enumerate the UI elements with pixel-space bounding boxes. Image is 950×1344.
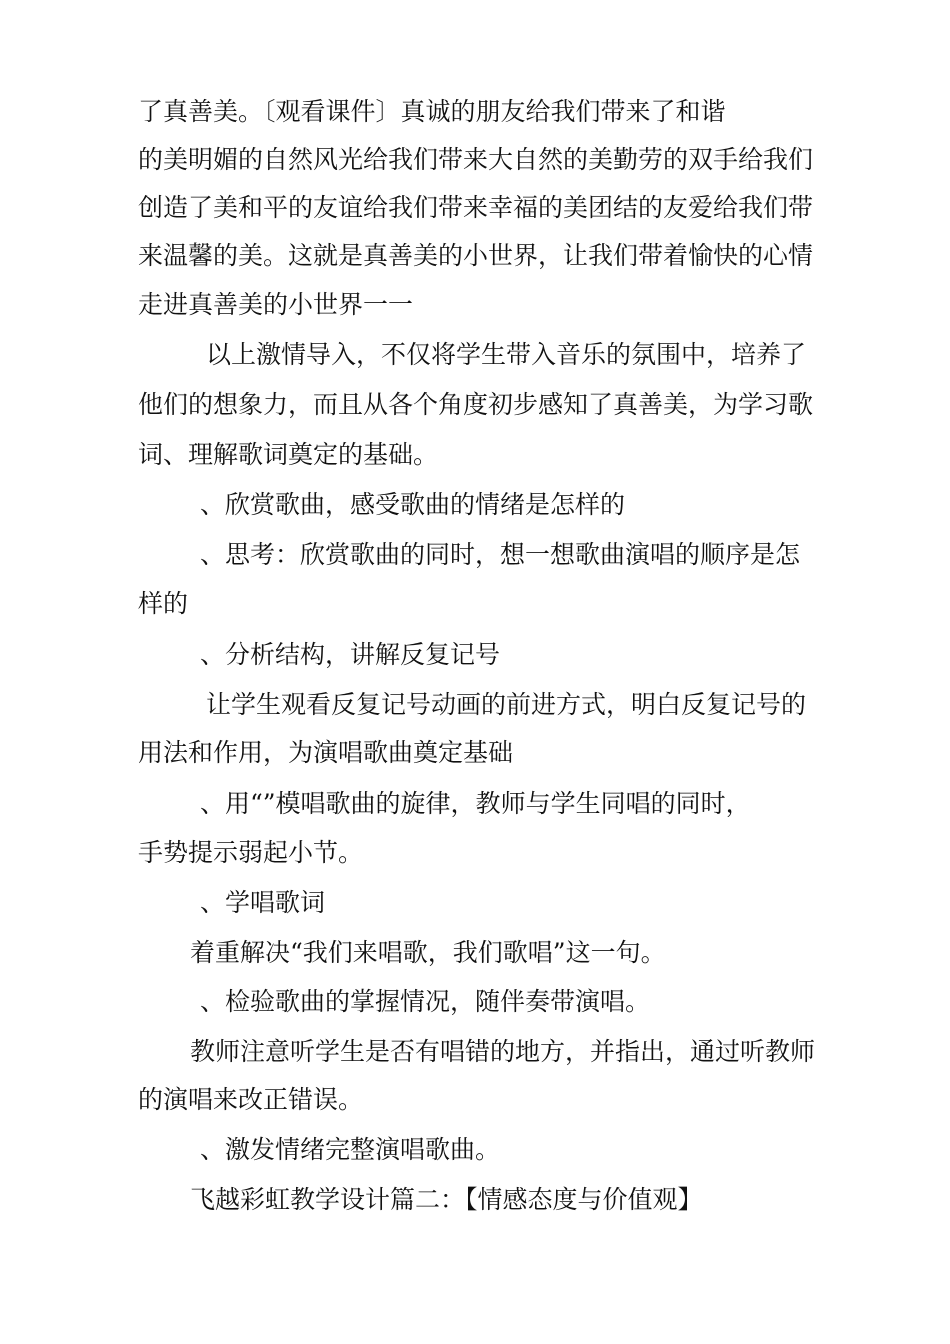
paragraph-line: 让学生观看反复记号动画的前进方式，明白反复记号的 [206, 690, 807, 719]
paragraph-line: 用法和作用，为演唱歌曲奠定基础 [138, 738, 514, 767]
paragraph-line: 的美明媚的自然风光给我们带来大自然的美勤劳的双手给我们 [138, 145, 814, 174]
paragraph-line: 样的 [138, 589, 189, 618]
list-item: 、学唱歌词 [200, 888, 326, 917]
paragraph-line: 教师注意听学生是否有唱错的地方，并指出，通过听教师 [190, 1037, 816, 1066]
list-item: 、激发情绪完整演唱歌曲。 [200, 1135, 501, 1164]
list-item: 、欣赏歌曲，感受歌曲的情绪是怎样的 [200, 490, 626, 519]
paragraph-line: 以上激情导入，不仅将学生带入音乐的氛围中，培养了 [206, 340, 807, 369]
list-item: 、分析结构，讲解反复记号 [200, 640, 501, 669]
list-item: 、思考：欣赏歌曲的同时，想一想歌曲演唱的顺序是怎 [200, 540, 801, 569]
paragraph-line: 手势提示弱起小节。 [138, 838, 364, 867]
list-item: 、检验歌曲的掌握情况，随伴奏带演唱。 [200, 987, 651, 1016]
paragraph-line: 的演唱来改正错误。 [138, 1085, 364, 1114]
paragraph-line: 走进真善美的小世界一一 [138, 290, 414, 319]
paragraph-line: 着重解决“我们来唱歌，我们歌唱”这一句。 [190, 938, 666, 967]
paragraph-line: 了真善美。〔观看课件〕真诚的朋友给我们带来了和谐 [138, 97, 726, 126]
paragraph-line: 词、理解歌词奠定的基础。 [138, 440, 439, 469]
paragraph-line: 他们的想象力，而且从各个角度初步感知了真善美，为学习歌 [138, 390, 814, 419]
paragraph-line: 创造了美和平的友谊给我们带来幸福的美团结的友爱给我们带 [138, 193, 814, 222]
list-item: 、用“”模唱歌曲的旋律，教师与学生同唱的同时， [200, 789, 751, 818]
section-heading: 飞越彩虹教学设计篇二：【情感态度与价值观】 [190, 1185, 703, 1214]
paragraph-line: 来温馨的美。这就是真善美的小世界，让我们带着愉快的心情 [138, 241, 814, 270]
